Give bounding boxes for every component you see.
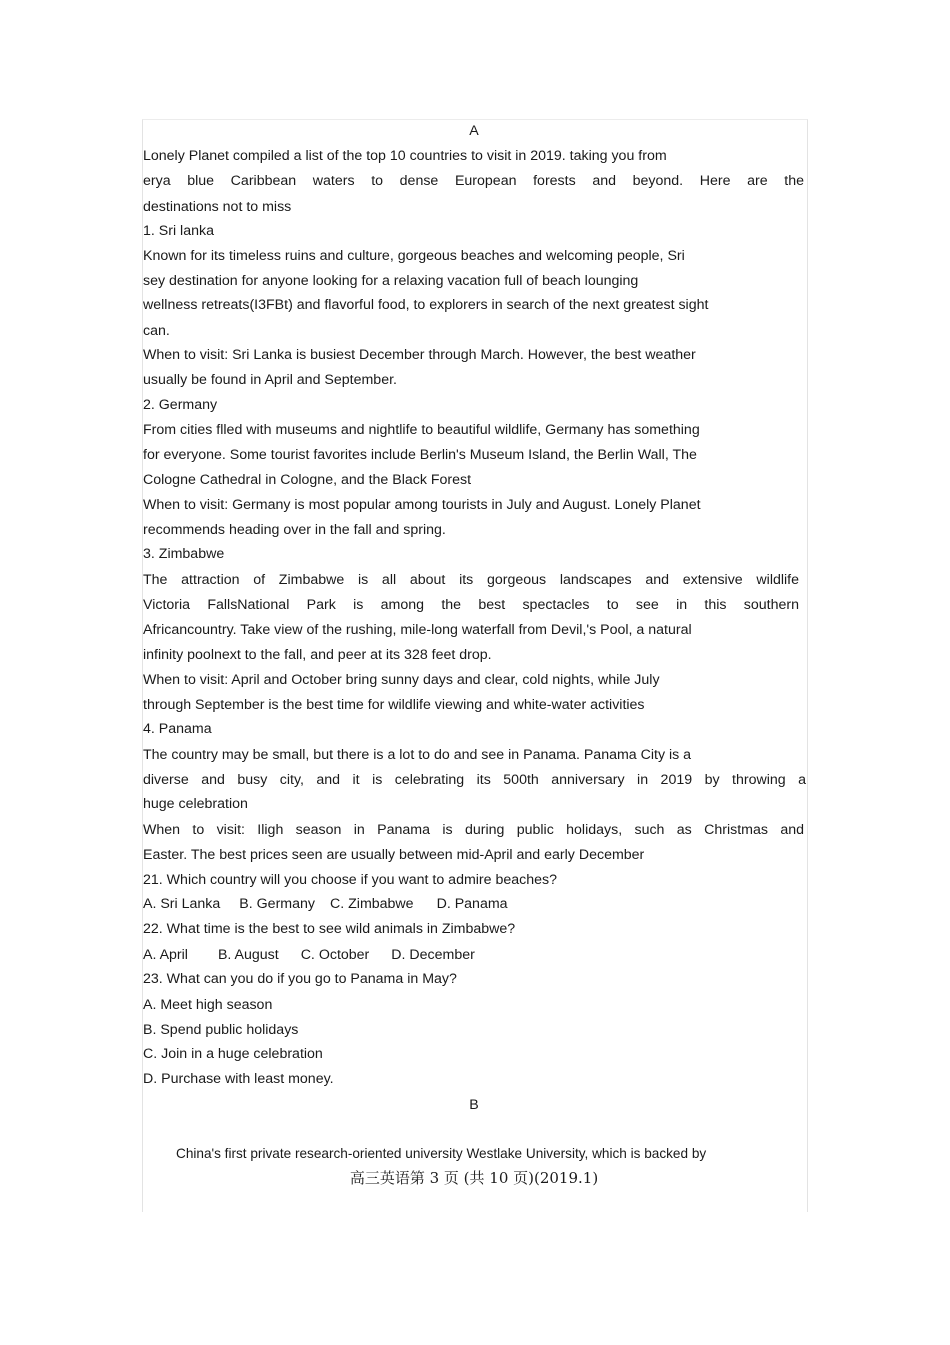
intro-line: Lonely Planet compiled a list of the top 10 countries to visit in 2019. taking you from: [143, 148, 667, 164]
sri-lanka-body-line: can.: [143, 323, 170, 339]
panama-body-line: The country may be small, but there is a lot to do and see in Panama. Panama City is a: [143, 747, 692, 763]
zimbabwe-body-line: Africancountry. Take view of the rushing, mile-long waterfall from Devil,'s Pool, a natural: [143, 622, 692, 638]
sri-lanka-body-line: Known for its timeless ruins and culture, gorgeous beaches and welcoming people, Sri: [143, 248, 685, 264]
germany-when-line: When to visit: Germany is most popular among tourists in July and August. Lonely Planet: [143, 497, 701, 513]
panama-when-line: When to visit: Iligh season in Panama is during public holidays, such as Christmas and: [143, 822, 804, 838]
question-23-option-c: C. Join in a huge celebration: [143, 1046, 323, 1062]
germany-when-line: recommends heading over in the fall and spring.: [143, 522, 446, 538]
section-b-heading: B: [469, 1097, 479, 1113]
section-a-heading: A: [469, 123, 479, 139]
option: C. Zimbabwe: [330, 896, 414, 912]
question-23-option-d: D. Purchase with least money.: [143, 1071, 334, 1087]
option: B. August: [217, 947, 279, 963]
zimbabwe-title: 3. Zimbabwe: [143, 546, 225, 562]
panama-body-line: huge celebration: [143, 796, 248, 812]
question-21-options: [143, 895, 804, 913]
question-22-options: [143, 946, 804, 964]
sri-lanka-title: 1. Sri lanka: [143, 223, 214, 239]
option: B. Germany: [239, 896, 315, 912]
intro-line: destinations not to miss: [143, 199, 292, 215]
option: C. October: [300, 947, 370, 963]
zimbabwe-when-line: When to visit: April and October bring sunny days and clear, cold nights, while July: [143, 672, 660, 688]
germany-body-line: Cologne Cathedral in Cologne, and the Black Forest: [143, 472, 472, 488]
question-23: 23. What can you do if you go to Panama in May?: [143, 971, 457, 987]
sri-lanka-when-line: usually be found in April and September.: [143, 372, 397, 388]
question-23-option-a: A. Meet high season: [143, 997, 273, 1013]
option: D. Panama: [436, 896, 508, 912]
option: A. April: [143, 947, 188, 963]
section-b-first-line: China's first private research-oriented university Westlake University, which is backed by: [176, 1146, 707, 1161]
germany-body-line: From cities flled with museums and nightlife to beautiful wildlife, Germany has something: [143, 422, 700, 438]
question-23-option-b: B. Spend public holidays: [143, 1022, 299, 1038]
zimbabwe-body-line: The attraction of Zimbabwe is all about its gorgeous landscapes and extensive wildlife: [143, 572, 799, 588]
germany-title: 2. Germany: [143, 397, 218, 413]
intro-line: erya blue Caribbean waters to dense European forests and beyond. Here are the: [143, 173, 804, 189]
panama-body-line: diverse and busy city, and it is celebrating its 500th anniversary in 2019 by throwing a: [143, 772, 806, 788]
panama-when-line: Easter. The best prices seen are usually between mid-April and early December: [143, 847, 645, 863]
zimbabwe-when-line: through September is the best time for wildlife viewing and white-water activities: [143, 697, 645, 713]
zimbabwe-body-line: infinity poolnext to the fall, and peer at its 328 feet drop.: [143, 647, 492, 663]
option: A. Sri Lanka: [143, 896, 221, 912]
page-footer: 高三英语第 3 页 (共 10 页)(2019.1): [349, 1169, 599, 1187]
zimbabwe-body-line: Victoria FallsNational Park is among the best spectacles to see in this southern: [143, 597, 799, 613]
question-21: 21. Which country will you choose if you want to admire beaches?: [143, 872, 558, 888]
sri-lanka-when-line: When to visit: Sri Lanka is busiest December through March. However, the best weather: [143, 347, 696, 363]
question-22: 22. What time is the best to see wild animals in Zimbabwe?: [143, 921, 516, 937]
sri-lanka-body-line: wellness retreats(I3FBt) and flavorful food, to explorers in search of the next greatest sight: [143, 297, 709, 313]
germany-body-line: for everyone. Some tourist favorites include Berlin's Museum Island, the Berlin Wall, The: [143, 447, 697, 463]
option: D. December: [391, 947, 475, 963]
sri-lanka-body-line: sey destination for anyone looking for a relaxing vacation full of beach lounging: [143, 273, 639, 289]
panama-title: 4. Panama: [143, 721, 212, 737]
